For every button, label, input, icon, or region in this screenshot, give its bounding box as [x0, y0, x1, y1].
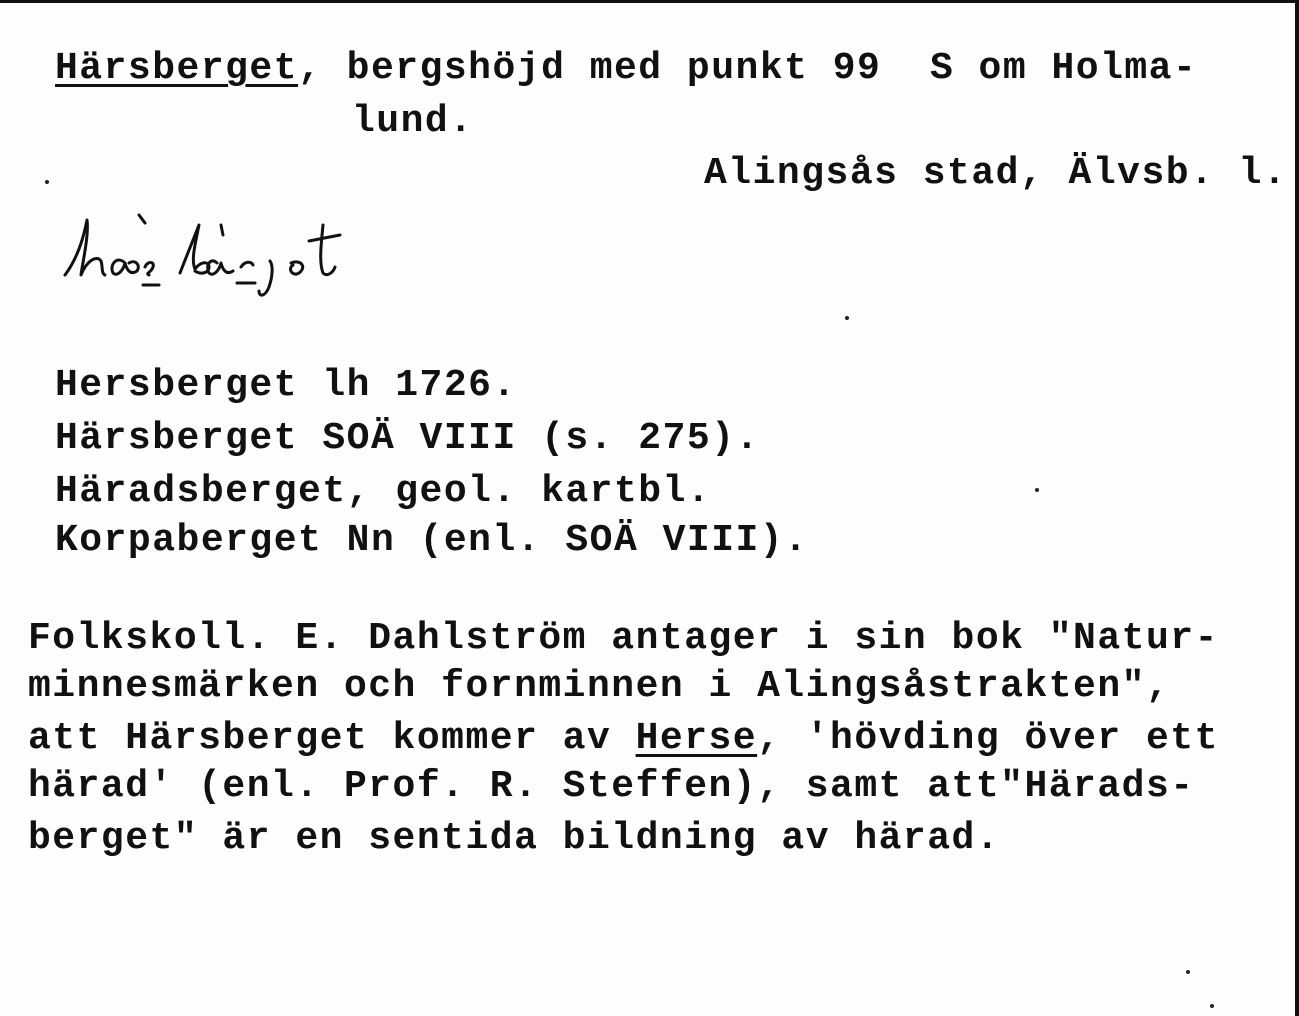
form-line-1: Hersberget lh 1726. — [55, 364, 517, 407]
note-line-2: minnesmärken och fornminnen i Alingsåstrakten", — [28, 665, 1171, 708]
speck — [45, 180, 49, 184]
heading-description: , bergshöjd med punkt 99 S om Holma- — [298, 47, 1198, 90]
note-line-4: härad' (enl. Prof. R. Steffen), samt att"Härads- — [28, 765, 1195, 808]
speck — [1035, 488, 1039, 492]
note-line-1: Folkskoll. E. Dahlström antager i sin bok "Natur- — [28, 617, 1219, 660]
speck — [845, 316, 849, 320]
location-line: Alingsås stad, Älvsb. l. — [704, 152, 1288, 195]
note-line-3-start: att Härsberget kommer av — [28, 717, 636, 760]
form-line-3: Häradsberget, geol. kartbl. — [55, 470, 712, 513]
card-right-edge — [1295, 0, 1299, 1016]
note-line-3 — [28, 717, 1219, 760]
heading-continuation: lund. — [352, 100, 474, 143]
heading-line — [55, 47, 1198, 90]
form-line-2: Härsberget SOÄ VIII (s. 275). — [55, 417, 760, 460]
note-line-5: berget" är en sentida bildning av härad. — [28, 817, 1001, 860]
headword: Härsberget — [55, 47, 299, 90]
handwritten-phonetic-drawing — [55, 205, 525, 305]
speck — [1210, 1004, 1214, 1008]
note-line-3-end: , 'hövding över ett — [757, 717, 1219, 760]
form-line-4: Korpaberget Nn (enl. SOÄ VIII). — [55, 519, 809, 562]
note-herse: Herse — [635, 717, 758, 760]
handwritten-phonetic — [55, 205, 525, 305]
speck — [1186, 970, 1190, 974]
card-top-edge — [0, 0, 1299, 3]
handwritten-phonetic-text: hærbærjət — [55, 302, 66, 304]
